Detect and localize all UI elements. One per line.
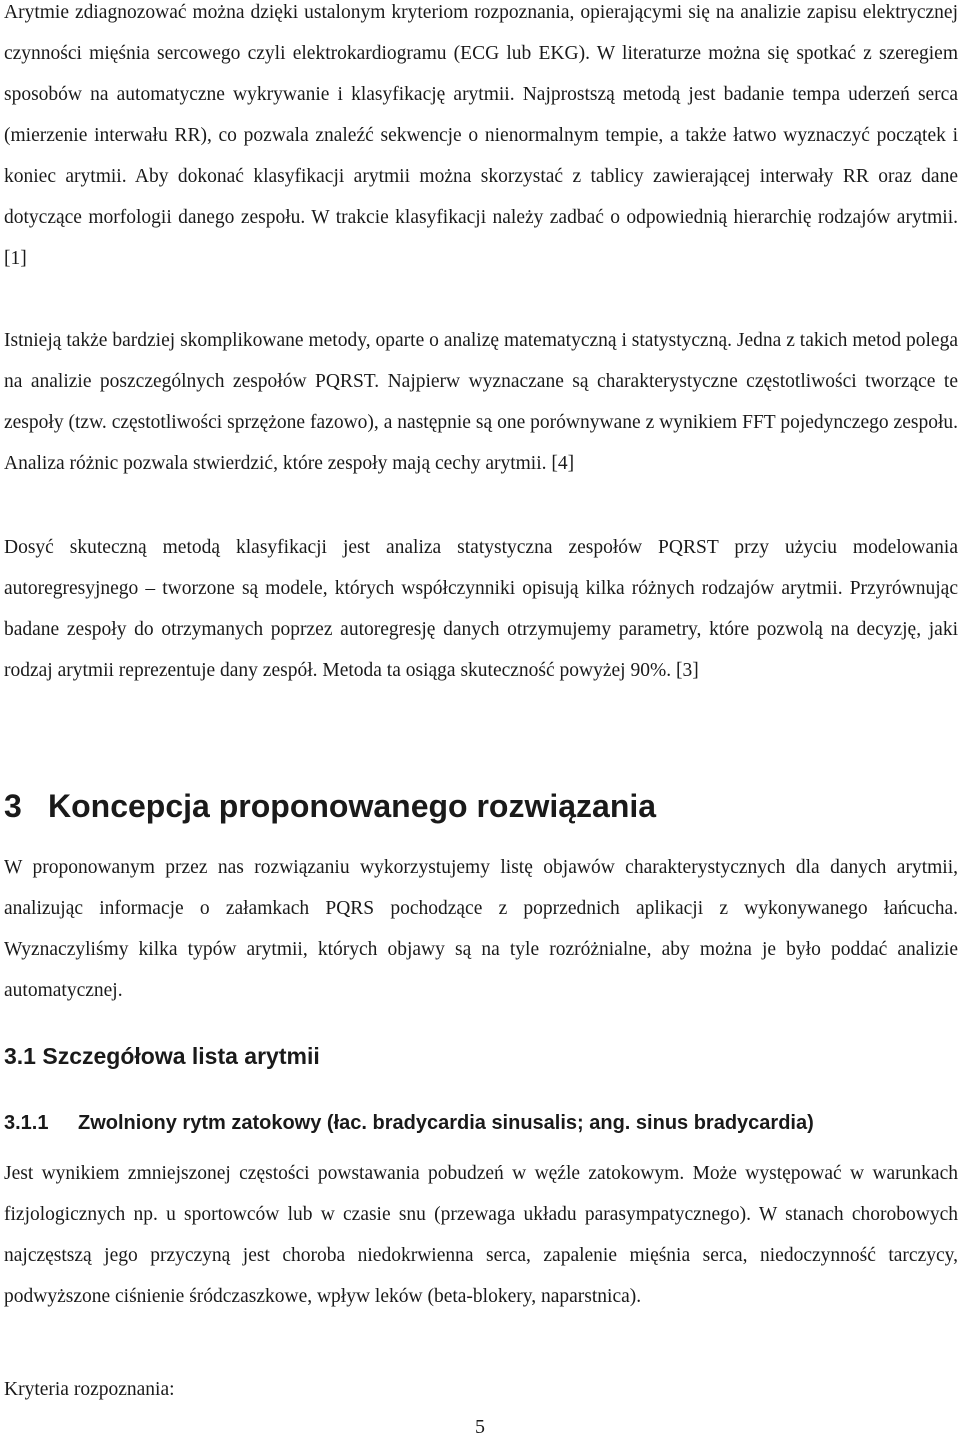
subsection-heading-3-1: 3.1 Szczegółowa lista arytmii (4, 1043, 320, 1069)
subsubsection-title: Zwolniony rytm zatokowy (łac. bradycardia sinusalis; ang. sinus bradycardia) (78, 1112, 814, 1134)
paragraph-autoregressive-method: Dosyć skuteczną metodą klasyfikacji jest analiza statystyczna zespołów PQRST przy użyciu modelowania autoregresyjnego – tworzone są modele, których współczynniki opisują kilka różnych rodzajów arytmii. Przyrównując badane zespoły do otrzymanych poprzez autoregresję danych otrzymujemy parametry, które pozwolą na decyzję, jaki rodzaj arytmii reprezentuje dany zespół. Metoda ta osiąga skuteczność powyżej 90%. [3] (4, 537, 958, 681)
subsubsection-number: 3.1.1 (4, 1112, 49, 1134)
page-number: 5 (475, 1416, 485, 1438)
section-title: Koncepcja proponowanego rozwiązania (48, 788, 657, 824)
paragraph-proposed-solution: W proponowanym przez nas rozwiązaniu wykorzystujemy listę objawów charakterystycznych dla danych arytmii, analizując informacje o załamkach PQRS pochodzące z poprzednich aplikacji z wykonywanego łańcucha. Wyznaczyliśmy kilka typów arytmii, których objawy są na tyle rozróżnialne, aby można je było poddać analizie automatycznej. (4, 857, 958, 1001)
section-number: 3 (4, 788, 22, 824)
section-heading-3 (4, 788, 656, 825)
subsubsection-heading-3-1-1 (4, 1112, 814, 1135)
paragraph-complex-methods: Istnieją także bardziej skomplikowane metody, oparte o analizę matematyczną i statystyczną. Jedna z takich metod polega na analizie poszczególnych zespołów PQRST. Najpierw wyznaczane są charakterystyczne częstotliwości tworzące te zespoły (tzw. częstotliwości sprzężone fazowo), a następnie są one porównywane z wynikiem FFT pojedynczego zespołu. Analiza różnic pozwala stwierdzić, które zespoły mają cechy arytmii. [4] (4, 330, 958, 474)
paragraph-arrhythmia-diagnosis: Arytmie zdiagnozować można dzięki ustalonym kryteriom rozpoznania, opierającymi się na analizie zapisu elektrycznej czynności mięśnia sercowego czyli elektrokardiogramu (ECG lub EKG). W literaturze można się spotkać z szeregiem sposobów na automatyczne wykrywanie i klasyfikację arytmii. Najprostszą metodą jest badanie tempa uderzeń serca (mierzenie interwału RR), co pozwala znaleźć sekwencje o nienormalnym tempie, a także łatwo wyznaczyć początek i koniec arytmii. Aby dokonać klasyfikacji arytmii można skorzystać z tablicy zawierającej interwały RR oraz dane dotyczące morfologii danego zespołu. W trakcie klasyfikacji należy zadbać o odpowiednią hierarchię rodzajów arytmii. [1] (4, 2, 958, 269)
criteria-label: Kryteria rozpoznania: (4, 1379, 175, 1400)
paragraph-bradycardia-description: Jest wynikiem zmniejszonej częstości powstawania pobudzeń w węźle zatokowym. Może występować w warunkach fizjologicznych np. u sportowców lub w czasie snu (przewaga układu parasympatycznego). W stanach chorobowych najczęstszą jego przyczyną jest choroba niedokrwienna serca, zapalenie mięśnia serca, niedoczynność tarczycy, podwyższone ciśnienie śródczaszkowe, wpływ leków (beta-blokery, naparstnica). (4, 1163, 958, 1307)
